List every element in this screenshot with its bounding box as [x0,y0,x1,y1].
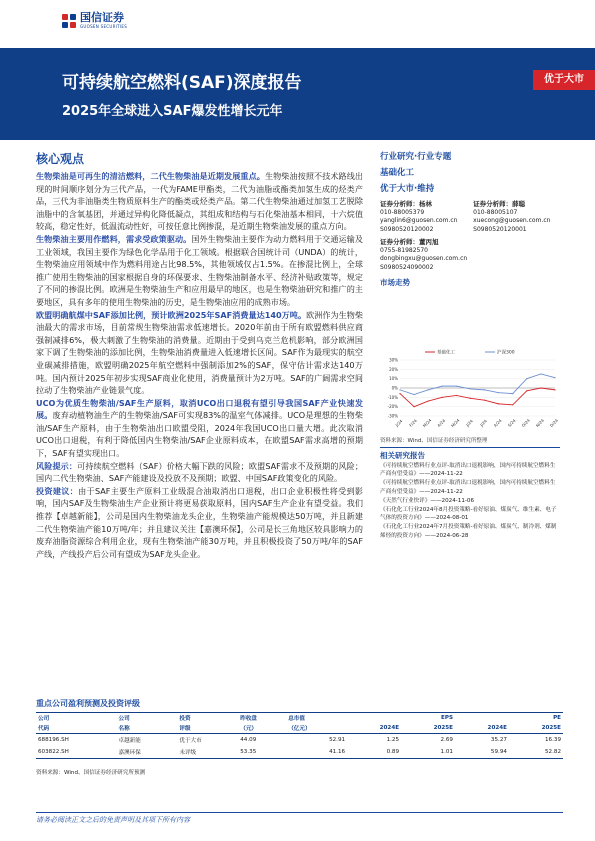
analyst-name: 证券分析师：董丙旭 [380,238,439,246]
rating-line: 优于大市·维持 [380,184,435,194]
sidebar [380,152,560,288]
data-point [456,395,457,396]
x-tick-label: A/24 [492,417,503,428]
x-tick-label: S/24 [506,417,517,428]
paragraph [36,309,363,397]
analyst-phone: 010-88005379 [380,208,425,216]
data-point [428,400,429,401]
analyst-cert: S0980520120002 [380,225,434,233]
data-point [470,388,471,389]
table-header: 公司 [38,716,50,722]
analyst-card [380,238,467,272]
paragraph-lead: UCO为优质生物柴油/SAF生产原料，取消UCO出口退税有望引导我国SAF产业快速发展。 [36,397,363,421]
analyst-card [380,200,467,234]
table-header: 名称 [118,726,130,732]
table-cell: 0.89 [386,749,400,755]
y-tick-label: 20% [389,366,398,372]
table-cell: 44.09 [240,737,257,743]
data-point [399,389,400,390]
paragraph-lead: 风险提示： [36,460,78,471]
title-banner [0,48,595,140]
data-point [399,393,400,394]
paragraph-body: 国外生物柴油主要作为动力燃料用于交通运输及工业领域，我国主要作为绿色化学品用于化工领域。根据联合国统计司（UNDA）的统计，生物柴油应用领域中作为燃料用途占比98.5%，其他领域仅占1.5%。在掺混比例上，全球推广使用生物柴油的国家根据自身的环保要求、生物柴油制备水平、经济补贴政策等，规定了不同的掺混比例。欧洲是生物柴油生产和应用最早的地区，也是生物柴油研究和推广的主要地区，具有多年的使用生物柴油的历史，是生物柴油应用的成熟市场。 [36,233,363,307]
x-tick-label: D/24 [548,417,560,429]
table-header: 总市值 [288,716,305,722]
table-cell: 52.82 [544,749,561,755]
logo-mark-icon [62,14,76,28]
table-cell: 1.25 [386,737,400,743]
related-report-link[interactable]: 《天然气行业快评》——2024-11-06 [380,497,475,504]
y-tick-label: 10% [389,376,398,382]
data-point [442,386,443,387]
x-tick-label: O/24 [520,417,531,429]
table-source: 资料来源：Wind、国信证券经济研究所预测 [36,770,146,776]
table-header: 代码 [38,726,50,732]
table-header-row [36,713,563,724]
paragraph-body: 生物柴油按照不技术路线出现的时间顺序划分为三代产品，一代为FAME甲酯类，二代为油脂或酯类加氢生成的烃类产品，三代为非油脂类生物质原料生产的酯类或烃类产品。第二代生物柴油通过加氢工艺脱除油脂中的含氧基团，并通过异构化降低凝点，其组成和结构与石化柴油基本相同，十六烷值较高，稳定性好，低温流动性好，可按任意比例掺混，是近期生物柴油发展的重点方向。 [36,171,363,232]
table-cell: 2.69 [440,737,453,743]
core-views-heading: 核心观点 [36,152,85,166]
report-title: 可持续航空燃料(SAF)深度报告 [62,73,302,93]
related-report-link[interactable]: 《可持续航空燃料行业点评-取消出口退税影响，国内可持续航空燃料生产商有望受益》——2024-11-22 [380,463,556,478]
related-report-link[interactable]: 《石化化工行业2024年8月投资策略-看好原油、煤炭气、维生素、电子气体的投资方向》——2024-08-01 [380,507,557,522]
table-header: EPS [441,715,453,721]
report-subtitle: 2025年全球进入SAF爆发性增长元年 [62,104,283,119]
x-tick-label: J/24 [479,418,488,428]
related-report-link[interactable]: 《可持续航空燃料行业点评-取消出口退税影响，国内可持续航空燃料生产商有望受益》——2024-11-22 [380,480,556,495]
y-tick-label: 0% [391,385,398,391]
x-tick-label: F/24 [408,418,418,428]
analyst-name: 证券分析师：杨林 [380,200,432,208]
paragraph-body: 欧洲作为生物柴油最大的需求市场，目前常规生物柴油需求低速增长。2020年前由于所有欧盟燃料供应商强制减排6%，极大刺激了生物柴油的消费量。近期由于受到乌克兰危机影响，部分欧洲国家下调了生物柴油的添加比例，生物柴油消费量进入低速增长区间。SAF作为最现实的航空业碳减排措施，欧盟明确2025年航空燃料中强制添加2%的SAF，保守估计需求达140万吨。国内预计2025年初步实现SAF商业化使用，消费量预计为2万吨。SAF的广阔需求空间拉动了生物柴油产业链景气度。 [36,309,363,396]
analyst-email[interactable]: xuecong@guosen.com.cn [473,217,551,224]
table-cell: 603822.SH [38,749,69,755]
y-tick-label: 30% [389,357,398,363]
data-point [456,386,457,387]
paragraph [36,485,363,561]
forecast-table [36,712,563,759]
paragraph-lead: 投资建议： [36,485,79,496]
table-cell: 59.94 [490,749,507,755]
data-point [554,389,555,390]
chart-source: 资料来源：Wind、国信证券经济研究所整理 [380,438,488,444]
table-cell: 53.35 [240,749,257,755]
data-point [512,404,513,405]
paragraph-body: 可持续航空燃料（SAF）价格大幅下跌的风险；欧盟SAF需求不及预期的风险；国内二代生物柴油、SAF产能建设及投放不及预期；欧盟、中国SAF政策变化的风险。 [36,460,363,484]
table-header: 公司 [118,716,130,722]
data-point [498,392,499,393]
data-point [484,389,485,390]
analyst-name: 证券分析师：薛聪 [473,200,526,208]
table-cell: 嘉澳环保 [118,750,141,756]
paragraph [36,460,363,485]
rating-badge: 优于大市 [533,70,595,90]
paragraph-lead: 生物柴油主要用作燃料，需求受政策驱动。 [36,233,192,244]
paragraph-body: 废弃动植物油生产的生物柴油/SAF可实现83%的温室气体减排。UCO是理想的生物柴油/SAF生产原料，由于生物柴油出口欧盟受阻，2024年我国UCO出口量大增。此次取消UCO出口退税，有利于降低国内生物柴油/SAF企业原料成本，在欧盟SAF需求高增的预期下，SAF有望实现出口。 [36,410,363,459]
table-header-row [36,723,563,734]
related-reports-list [380,462,560,541]
footer-divider [36,812,563,813]
x-tick-label: M/24 [450,417,461,429]
data-point [428,389,429,390]
table-cell: 41.16 [329,749,346,755]
x-tick-label: N/24 [534,417,545,429]
y-tick-label: -10% [387,394,398,400]
x-tick-label: A/24 [436,417,447,428]
series-line [400,374,555,395]
data-point [540,373,541,374]
legend-label: 沪深300 [497,350,515,356]
table-header: （元） [240,726,258,732]
brand-name: 国信证券 [80,11,124,24]
related-report-link[interactable]: 《石化化工行业2024年7月投资策略-看好原油、煤炭气、制冷剂、煤制烯烃的投资方向》——2024-06-28 [380,524,557,539]
related-reports-heading: 相关研究报告 [380,447,560,461]
analyst-cert: S0980520120001 [473,225,527,233]
analyst-email[interactable]: yanglin6@guosen.com.cn [380,217,458,224]
data-point [470,398,471,399]
data-point [526,378,527,379]
paragraph-lead: 欧盟明确航煤中SAF添加比例，预计欧洲2025年SAF消费量达140万吨。 [36,309,307,320]
brand-logo [62,12,127,29]
market-trend-heading: 市场走势 [380,278,410,287]
data-point [526,390,527,391]
forecast-table-title: 重点公司盈利预测及投资评级 [36,699,140,708]
table-cell: 未评级 [179,750,197,756]
data-point [512,393,513,394]
table-header: （亿元） [288,726,311,732]
data-point [484,400,485,401]
industry-label: 行业研究·行业专题 [380,152,452,162]
table-header: 投资 [179,716,191,722]
sector-label: 基础化工 [380,168,415,178]
table-cell: 688196.SH [38,737,69,743]
table-row [36,746,563,759]
x-tick-label: J/24 [464,418,474,428]
paragraph [36,233,363,309]
paragraph-body: 由于SAF主要生产原料工业级混合油取消出口退税，出口企业积极性将受到影响，国内SAF及生物柴油生产企业预计将更易获取原料，国内SAF生产企业有望受益。我们推荐【卓越新能】，公司是国内生物柴油龙头企业，生物柴油产能规模达50万吨，并且新建二代生物柴油产能10万吨/年；并且建议关注【嘉澳环保】，公司是长三角地区较具影响力的废弃油脂资源综合利用企业，现有生物柴油产能30万吨，并且积极投资了50万吨/年的SAF产线，产线投产后公司有望成为SAF龙头企业。 [36,485,363,559]
y-tick-label: -30% [387,413,398,419]
x-tick-label: M/24 [421,417,433,429]
market-trend-chart [380,346,560,434]
table-header: 昨收盘 [240,716,258,722]
table-header: 评级 [179,726,191,732]
table-cell: 16.39 [544,737,561,743]
data-point [498,403,499,404]
analyst-card [473,200,560,234]
analyst-phone: 0755-81982570 [380,246,428,254]
table-cell: 优于大市 [179,738,202,744]
data-point [442,397,443,398]
analyst-grid [380,200,560,272]
table-header: 2025E [541,725,561,731]
data-point [540,387,541,388]
table-header: 2024E [379,725,400,731]
table-header: PE [553,715,561,721]
core-views [36,152,363,560]
footer-disclaimer: 请务必阅读正文之后的免责声明及其项下所有内容 [36,816,190,824]
table-header: 2024E [487,725,507,731]
legend-label: 基础化工 [437,350,455,356]
table-cell: 52.91 [329,737,346,743]
brand-name-en: GUOSEN SECURITIES [80,24,128,29]
table-cell: 1.01 [440,749,453,755]
data-point [413,394,414,395]
table-header: 2025E [433,725,453,731]
table-cell: 35.27 [490,737,507,743]
paragraph [36,397,363,460]
table-row [36,734,563,747]
analyst-phone: 010-88005107 [473,208,518,216]
x-tick-label: J/24 [394,418,404,428]
data-point [554,377,555,378]
paragraph-lead: 生物柴油是可再生的清洁燃料，二代生物柴油是近期发展重点。 [36,171,265,181]
analyst-cert: S0980524090002 [380,263,434,271]
data-point [413,406,414,407]
paragraph [36,170,363,233]
table-cell: 卓越新能 [118,738,141,744]
analyst-email[interactable]: dongbingxu@guosen.com.cn [380,255,468,262]
y-tick-label: -20% [387,404,398,410]
